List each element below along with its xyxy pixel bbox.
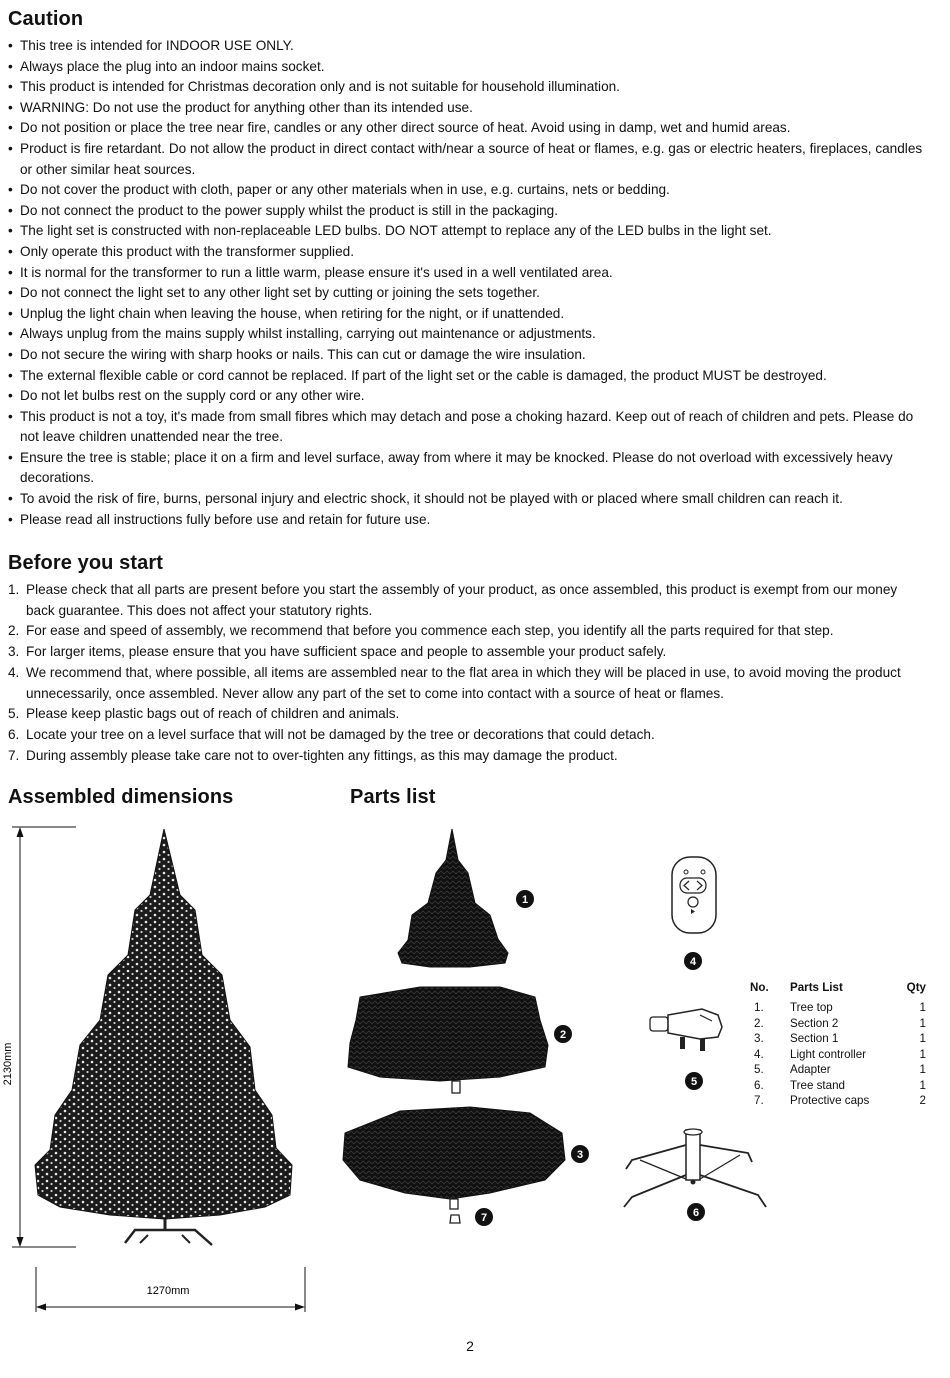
part-marker-label: 7 bbox=[480, 1212, 488, 1224]
part-marker-4 bbox=[684, 952, 702, 970]
table-row bbox=[748, 1047, 926, 1063]
step-number: 4. bbox=[8, 664, 20, 680]
step-text: During assembly please take care not to over-tighten any fittings, as this may damage the product. bbox=[26, 747, 618, 763]
part-name: Protective caps bbox=[790, 1094, 870, 1108]
part-number: 2. bbox=[754, 1016, 764, 1030]
part-qty: 1 bbox=[919, 1001, 926, 1015]
step-item bbox=[8, 580, 918, 621]
part-marker-1 bbox=[516, 890, 534, 908]
width-label: 1270mm bbox=[146, 1285, 190, 1297]
part-number: 6. bbox=[754, 1078, 764, 1092]
caution-item: • Always unplug from the mains supply whilst installing, carrying out maintenance or adjustments. bbox=[8, 324, 928, 345]
caution-item: • The light set is constructed with non-replaceable LED bulbs. DO NOT attempt to replace any of the LED bulbs in the light set. bbox=[8, 221, 928, 242]
light-controller-image bbox=[672, 857, 716, 933]
part-number: 3. bbox=[754, 1032, 764, 1046]
column-header-parts-list: Parts List bbox=[790, 980, 843, 994]
part-number: 4. bbox=[754, 1047, 764, 1061]
before-you-start-heading: Before you start bbox=[8, 552, 163, 574]
step-item bbox=[8, 746, 918, 767]
table-row bbox=[748, 1016, 926, 1032]
step-text: For larger items, please ensure that you have sufficient space and people to assemble your product safely. bbox=[26, 644, 667, 660]
table-row bbox=[748, 1078, 926, 1094]
part-name: Tree stand bbox=[790, 1078, 845, 1092]
step-item bbox=[8, 704, 918, 725]
caution-item: • Do not let bulbs rest on the supply cord or any other wire. bbox=[8, 386, 928, 407]
step-number: 5. bbox=[8, 706, 20, 722]
part-qty: 1 bbox=[919, 1063, 926, 1077]
part-marker-label: 3 bbox=[576, 1149, 584, 1161]
part-name: Section 2 bbox=[790, 1016, 839, 1030]
caution-item: • Do not connect the product to the power supply whilst the product is still in the packaging. bbox=[8, 201, 928, 222]
tree-top-image bbox=[398, 829, 508, 967]
part-name: Light controller bbox=[790, 1047, 867, 1061]
part-qty: 1 bbox=[919, 1032, 926, 1046]
caution-item: • Unplug the light chain when leaving the house, when retiring for the night, or if unattended. bbox=[8, 304, 928, 325]
part-marker-label: 2 bbox=[559, 1029, 567, 1041]
caution-item: • Only operate this product with the transformer supplied. bbox=[8, 242, 928, 263]
caution-item: • Ensure the tree is stable; place it on a firm and level surface, away from where it may be knocked. Please do not overload with excessively heavy decorations. bbox=[8, 448, 928, 489]
part-number: 7. bbox=[754, 1094, 764, 1108]
step-item bbox=[8, 663, 918, 704]
section-1-image bbox=[343, 1107, 565, 1209]
step-item bbox=[8, 725, 918, 746]
part-name: Adapter bbox=[790, 1063, 831, 1077]
caution-item: • Do not position or place the tree near fire, candles or any other direct source of heat. Avoid using in damp, wet and humid areas. bbox=[8, 118, 928, 139]
caution-item: • It is normal for the transformer to run a little warm, please ensure it's used in a well ventilated area. bbox=[8, 263, 928, 284]
caution-item: • This product is not a toy, it's made from small fibres which may detach and pose a choking hazard. Keep out of reach of children and pets. Please do not leave children unattended near the tree. bbox=[8, 407, 928, 448]
caution-item: • This tree is intended for INDOOR USE ONLY. bbox=[8, 36, 928, 57]
step-number: 7. bbox=[8, 747, 20, 763]
section-2-image bbox=[348, 987, 548, 1093]
caution-item: • Do not cover the product with cloth, paper or any other materials when in use, e.g. curtains, nets or bedding. bbox=[8, 180, 928, 201]
parts-list-heading: Parts list bbox=[350, 786, 436, 808]
step-number: 3. bbox=[8, 644, 20, 660]
adapter-image bbox=[650, 1009, 722, 1051]
step-item bbox=[8, 642, 918, 663]
table-row bbox=[748, 1093, 926, 1109]
part-marker-5 bbox=[685, 1072, 703, 1090]
step-text: We recommend that, where possible, all items are assembled near to the flat area in which they will be placed in use, to avoid moving the product unnecessarily, once assembled. Never allow any part of the set to come into contact with a source of heat or flames. bbox=[26, 664, 901, 701]
caution-item: • WARNING: Do not use the product for anything other than its intended use. bbox=[8, 98, 928, 119]
assembled-tree-image bbox=[35, 829, 292, 1245]
caution-list bbox=[8, 36, 928, 530]
caution-item: • Please read all instructions fully before use and retain for future use. bbox=[8, 510, 928, 531]
caution-item: • Always place the plug into an indoor mains socket. bbox=[8, 57, 928, 78]
part-marker-6 bbox=[687, 1203, 705, 1221]
part-qty: 1 bbox=[919, 1078, 926, 1092]
part-qty: 1 bbox=[919, 1016, 926, 1030]
caution-item: • Do not secure the wiring with sharp hooks or nails. This can cut or damage the wire insulation. bbox=[8, 345, 928, 366]
caution-heading: Caution bbox=[8, 8, 84, 30]
column-header-qty: Qty bbox=[906, 980, 926, 994]
step-text: Locate your tree on a level surface that will not be damaged by the tree or decorations that could detach. bbox=[26, 726, 655, 742]
before-you-start-list bbox=[8, 580, 918, 766]
part-marker-7 bbox=[475, 1208, 493, 1226]
part-marker-3 bbox=[571, 1145, 589, 1163]
column-header-no: No. bbox=[750, 980, 769, 994]
part-qty: 2 bbox=[919, 1094, 926, 1108]
table-row bbox=[748, 1000, 926, 1016]
page-number: 2 bbox=[466, 1338, 474, 1354]
height-label: 2130mm bbox=[2, 1042, 14, 1086]
part-marker-label: 6 bbox=[692, 1207, 700, 1219]
caution-item: • Product is fire retardant. Do not allow the product in direct contact with/near a source of heat or flames, e.g. gas or electric heaters, fireplaces, candles or other similar heat sources. bbox=[8, 139, 928, 180]
part-number: 1. bbox=[754, 1001, 764, 1015]
caution-item: • This product is intended for Christmas decoration only and is not suitable for household illumination. bbox=[8, 77, 928, 98]
part-marker-label: 1 bbox=[521, 894, 529, 906]
part-name: Tree top bbox=[790, 1001, 833, 1015]
step-item bbox=[8, 621, 918, 642]
part-marker-label: 5 bbox=[690, 1076, 698, 1088]
step-text: Please check that all parts are present before you start the assembly of your product, as once assembled, this product is exempt from our money back guarantee. This does not affect your statutory rights. bbox=[26, 582, 898, 618]
step-number: 2. bbox=[8, 623, 20, 639]
table-row bbox=[748, 1062, 926, 1078]
caution-item: • To avoid the risk of fire, burns, personal injury and electric shock, it should not be played with or placed where small children can reach it. bbox=[8, 489, 928, 510]
part-name: Section 1 bbox=[790, 1032, 839, 1046]
protective-cap-image bbox=[450, 1215, 460, 1223]
tree-stand-image bbox=[624, 1129, 766, 1207]
assembled-dimensions-heading: Assembled dimensions bbox=[8, 786, 234, 808]
part-marker-label: 4 bbox=[689, 956, 697, 968]
table-row bbox=[748, 1031, 926, 1047]
step-number: 6. bbox=[8, 726, 20, 742]
parts-table bbox=[748, 980, 926, 1109]
step-number: 1. bbox=[8, 582, 20, 597]
step-text: Please keep plastic bags out of reach of children and animals. bbox=[26, 706, 400, 722]
caution-item: • The external flexible cable or cord cannot be replaced. If part of the light set or the cable is damaged, the product MUST be destroyed. bbox=[8, 366, 928, 387]
step-text: For ease and speed of assembly, we recommend that before you commence each step, you identify all the parts required for that step. bbox=[26, 623, 834, 639]
parts-table-header-row bbox=[748, 980, 926, 1000]
part-number: 5. bbox=[754, 1063, 764, 1077]
part-marker-2 bbox=[554, 1025, 572, 1043]
part-qty: 1 bbox=[919, 1047, 926, 1061]
caution-item: • Do not connect the light set to any other light set by cutting or joining the sets together. bbox=[8, 283, 928, 304]
